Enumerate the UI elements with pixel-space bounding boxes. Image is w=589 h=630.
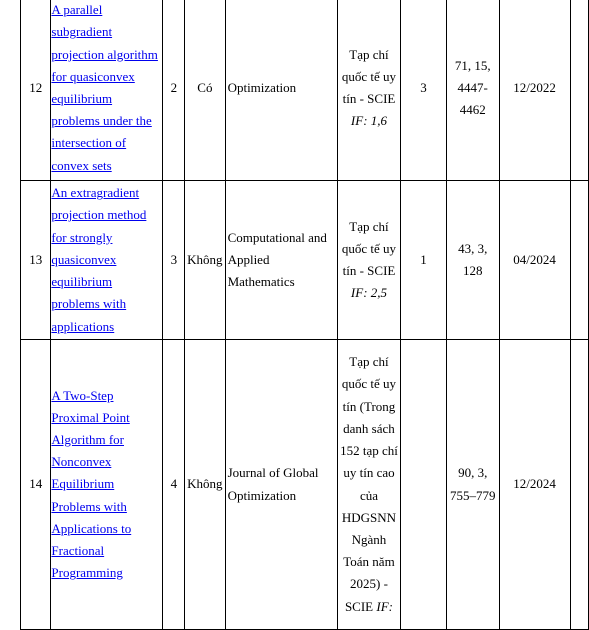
impact-factor: IF: [373,598,393,614]
author-count: 4 [163,340,185,630]
volume-issue-pages: 90, 3, 755–779 [446,340,499,630]
publications-table [20,0,589,630]
citation-count: 3 [401,0,447,181]
impact-factor: IF: 1,6 [350,113,388,129]
empty-cell [570,181,588,340]
citation-count [401,340,447,630]
volume-issue-pages: 43, 3, 128 [446,181,499,340]
table-row [21,340,589,630]
author-count: 3 [163,181,185,340]
paper-title-link[interactable]: A parallel subgradient projection algorithm for quasiconvex equilibrium problems under the intersection of convex sets [51,2,158,173]
journal-name: Optimization [225,0,337,181]
empty-cell [570,340,588,630]
publication-date: 12/2022 [499,0,570,181]
empty-cell [570,0,588,181]
paper-title-cell [51,340,163,630]
journal-type: Tạp chí quốc tế uy tín - SCIE IF: 2,5 [337,181,400,340]
journal-type: Tạp chí quốc tế uy tín - SCIE IF: 1,6 [337,0,400,181]
row-number: 14 [21,340,51,630]
row-number: 12 [21,0,51,181]
paper-title-link[interactable]: A Two-Step Proximal Point Algorithm for Nonconvex Equilibrium Problems with Applications to Fractional Programming [51,387,132,581]
publication-date: 12/2024 [499,340,570,630]
row-number: 13 [21,181,51,340]
first-author-flag: Không [185,340,225,630]
journal-name: Journal of Global Optimization [225,340,337,630]
author-count: 2 [163,0,185,181]
publication-date: 04/2024 [499,181,570,340]
volume-issue-pages: 71, 15, 4447- 4462 [446,0,499,181]
first-author-flag: Có [185,0,225,181]
impact-factor: IF: 2,5 [350,285,388,301]
table-row [21,181,589,340]
citation-count: 1 [401,181,447,340]
paper-title-cell [51,0,163,181]
journal-type: Tạp chí quốc tế uy tín (Trong danh sách 152 tạp chí uy tín cao của HDGSNN Ngành Toán năm 2025) - SCIE IF: [337,340,400,630]
table-row [21,0,589,181]
paper-title-cell [51,181,163,340]
first-author-flag: Không [185,181,225,340]
paper-title-link[interactable]: An extragradient projection method for strongly quasiconvex equilibrium problems with applications [51,185,147,334]
journal-name: Computational and Applied Mathematics [225,181,337,340]
